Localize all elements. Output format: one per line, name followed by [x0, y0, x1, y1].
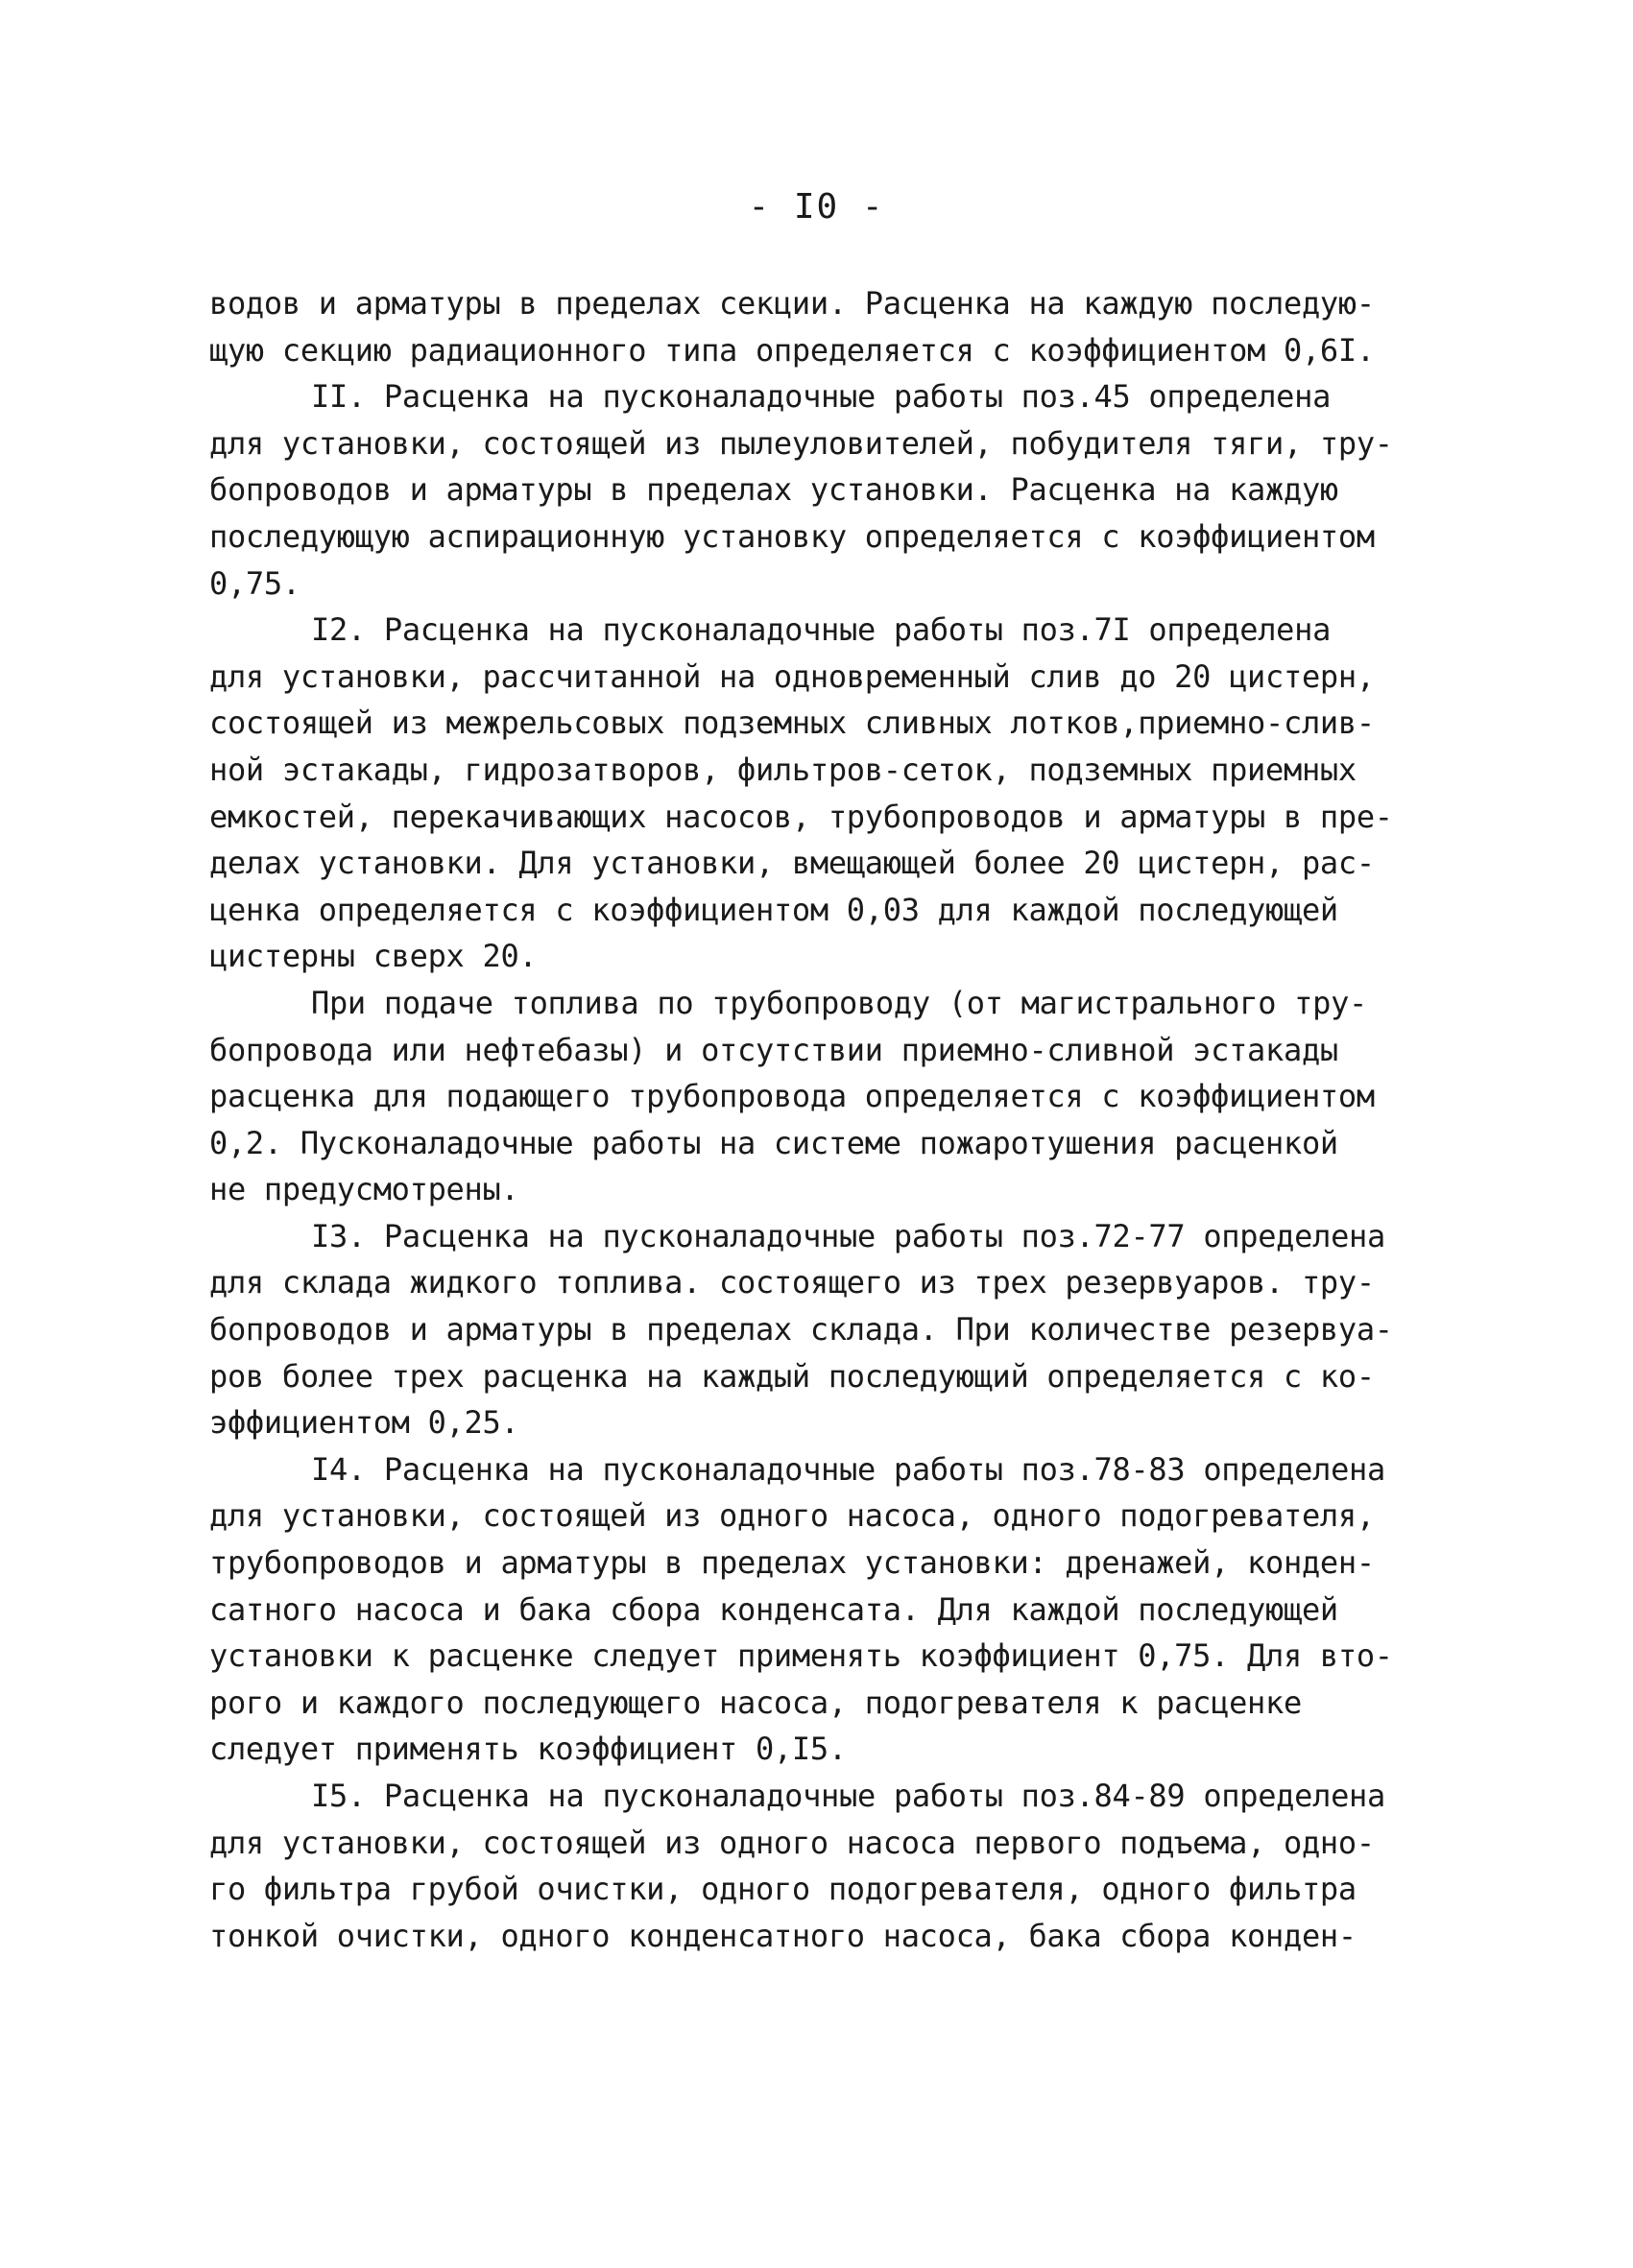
text-line: сатного насоса и бака сбора конденсата. Для каждой последующей: [209, 1590, 1338, 1628]
text-line: I2. Расценка на пусконаладочные работы поз.7I определена: [311, 611, 1332, 649]
text-line: 0,2. Пусконаладочные работы на системе пожаротушения расценкой: [209, 1124, 1338, 1161]
text-line: тонкой очистки, одного конденсатного насоса, бака сбора конден-: [209, 1917, 1357, 1954]
text-line: для установки, состоящей из одного насоса первого подъема, одно-: [209, 1824, 1375, 1861]
text-line: бопроводов и арматуры в пределах установки. Расценка на каждую: [209, 471, 1338, 509]
text-line: При подаче топлива по трубопроводу (от магистрального тру-: [311, 984, 1368, 1021]
text-line: бопровода или нефтебазы) и отсутствии приемно-сливной эстакады: [209, 1031, 1338, 1068]
text-line: для установки, состоящей из пылеуловителей, побудителя тяги, тру-: [209, 424, 1393, 462]
text-line: емкостей, перекачивающих насосов, трубопроводов и арматуры в пре-: [209, 798, 1393, 835]
text-line: установки к расценке следует применять коэффициент 0,75. Для вто-: [209, 1637, 1393, 1675]
text-line: делах установки. Для установки, вмещающей более 20 цистерн, рас-: [209, 845, 1375, 882]
text-line: II. Расценка на пусконаладочные работы поз.45 определена: [311, 378, 1332, 416]
text-line: I4. Расценка на пусконаладочные работы поз.78-83 определена: [311, 1450, 1385, 1488]
text-line: для склада жидкого топлива. состоящего из трех резервуаров. тру-: [209, 1264, 1375, 1301]
text-line: го фильтра грубой очистки, одного подогревателя, одного фильтра: [209, 1871, 1357, 1908]
text-line: бопроводов и арматуры в пределах склада. При количестве резервуа-: [209, 1311, 1393, 1349]
text-line: расценка для подающего трубопровода определяется с коэффициентом: [209, 1078, 1375, 1115]
body-text: [209, 280, 1467, 1959]
text-line: 0,75.: [209, 564, 300, 602]
text-line: I3. Расценка на пусконаладочные работы поз.72-77 определена: [311, 1217, 1385, 1254]
text-line: следует применять коэффициент 0,I5.: [209, 1731, 847, 1768]
text-line: не предусмотрены.: [209, 1171, 519, 1208]
text-line: I5. Расценка на пусконаладочные работы поз.84-89 определена: [311, 1778, 1385, 1814]
text-line: ной эстакады, гидрозатворов, фильтров-сеток, подземных приемных: [209, 751, 1357, 788]
text-line: щую секцию радиационного типа определяется с коэффициентом 0,6I.: [209, 331, 1375, 369]
text-line: цистерны сверх 20.: [209, 938, 538, 975]
text-line: водов и арматуры в пределах секции. Расценка на каждую последую-: [209, 285, 1375, 322]
page-number: - I0 -: [748, 187, 885, 227]
text-line: ров более трех расценка на каждый последующий определяется с ко-: [209, 1357, 1375, 1395]
text-line: последующую аспирационную установку определяется с коэффициентом: [209, 517, 1375, 555]
text-line: для установки, рассчитанной на одновременный слив до 20 цистерн,: [209, 657, 1375, 695]
text-line: рого и каждого последующего насоса, подогревателя к расценке: [209, 1683, 1302, 1721]
text-line: для установки, состоящей из одного насоса, одного подогревателя,: [209, 1497, 1375, 1535]
text-line: ценка определяется с коэффициентом 0,03 для каждой последующей: [209, 891, 1338, 928]
text-line: эффициентом 0,25.: [209, 1404, 519, 1442]
text-line: состоящей из межрельсовых подземных сливных лотков,приемно-слив-: [209, 704, 1375, 742]
text-line: трубопроводов и арматуры в пределах установки: дренажей, конден-: [209, 1544, 1375, 1582]
